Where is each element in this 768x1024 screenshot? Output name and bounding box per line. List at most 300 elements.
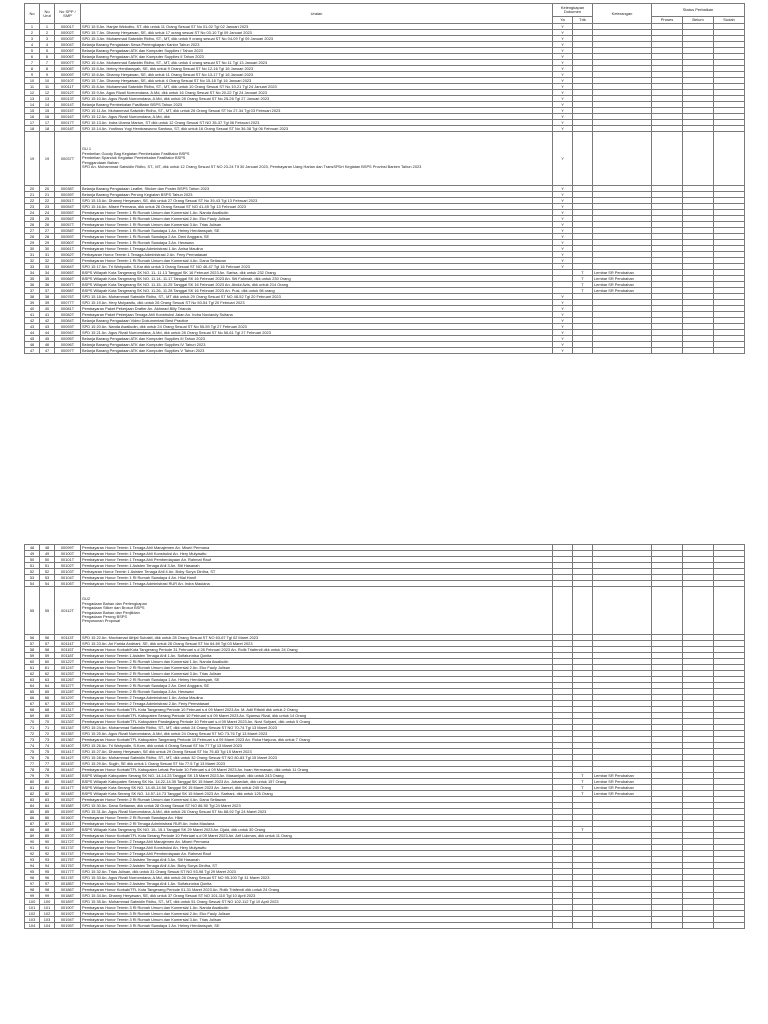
cell-no-spp: 00152T	[55, 797, 81, 803]
cell-no-spp: 00113T	[55, 635, 81, 641]
cell-no: 66	[25, 695, 40, 701]
cell-no-spp: 00129T	[55, 695, 81, 701]
cell-no-urut: 36	[40, 282, 55, 288]
cell-no-urut: 55	[40, 587, 55, 635]
cell-ya: Y	[553, 126, 573, 132]
cell-uraian: BSPS Wilayah Kabupaten Serang SK No. 14.22-14.39 Tanggal SK 15 Maret 2023 An. Jubaedah, dkk untuk 157 Orang	[81, 779, 553, 785]
cell-no-urut: 39	[40, 300, 55, 306]
cell-tdk: T	[573, 288, 593, 294]
cell-ya: Y	[553, 348, 573, 354]
cell-no-spp: 00066T	[55, 276, 81, 282]
cell-ya: Y	[553, 294, 573, 300]
cell-no-spp: 00143T	[55, 761, 81, 767]
cell-no-urut: 52	[40, 569, 55, 575]
cell-no-spp: 00062T	[55, 252, 81, 258]
cell-no-urut: 4	[40, 42, 55, 48]
cell-tdk: T	[573, 282, 593, 288]
cell-no: 12	[25, 90, 40, 96]
cell-no-urut: 15	[40, 108, 55, 114]
cell-no-spp: 00140T	[55, 743, 81, 749]
cell-keterangan	[593, 587, 652, 635]
cell-no-spp: 00125T	[55, 671, 81, 677]
cell-no-spp: 00159T	[55, 809, 81, 815]
cell-uraian: SPD 15 11 An. Muhammad Satwidin Ridho, ST., MT, dkk untuk 26 Orang Sesuai ST No 27-34 Tgl 03 Februari 2023	[81, 108, 553, 114]
header-ya: Ya	[553, 17, 573, 24]
cell-uraian: SPD 15 25 An. Agus Rizali Nurromdana, A.Md, dkk untuk 24 Orang Sesuai ST NO 73-76 Tgl 13 Maret 2023	[81, 731, 553, 737]
cell-no: 44	[25, 330, 40, 336]
cell-no-urut: 44	[40, 330, 55, 336]
cell-no-urut: 102	[40, 911, 55, 917]
cell-no-spp: 00099T	[55, 545, 81, 551]
cell-keterangan: Lembar SR Perubahan	[593, 276, 652, 282]
cell-no-urut: 38	[40, 294, 55, 300]
cell-keterangan	[593, 132, 652, 186]
cell-uraian: BSPS Wilayah Kota Tangerang SK NO. 15- 15.1 Tanggal SK 29 Maret 2023 An. Djaid, dkk untuk 30 Orang	[81, 827, 553, 833]
cell-ya: Y	[553, 108, 573, 114]
cell-uraian: SPD 15 33 An. Agus Rizali Nurromdana, A.Md, dkk untuk 28 Orang Sesuai ST NO 95-100 Tgl 31 Maret 2023	[81, 875, 553, 881]
cell-uraian: Pembayaran Honor Termin 1 Tenaga Administrasi RUR An. Indra Maulana	[81, 581, 553, 587]
cell-no-spp: 00142T	[55, 755, 81, 761]
cell-no-urut: 31	[40, 252, 55, 258]
cell-no-urut: 62	[40, 671, 55, 677]
cell-uraian: Pembayaran Honor Termin 2 Tenaga Ahli Manajemen An. Miseri Permana	[81, 839, 553, 845]
cell-no-urut: 14	[40, 102, 55, 108]
cell-no-spp: 00077T	[55, 300, 81, 306]
cell-no: 21	[25, 192, 40, 198]
cell-uraian: SPD 15 7 An. Dhanny Heryawan, SE, dkk untuk 17 orang sesuai ST No 03-10 Tgl 09 Januari 2023	[81, 30, 553, 36]
cell-no: 49	[25, 551, 40, 557]
cell-tdk	[573, 132, 593, 186]
cell-belum	[683, 587, 714, 635]
cell-tdk: T	[573, 785, 593, 791]
cell-uraian: Pembayaran Honor Termin 1 Tenaga Administrasi 1 An. Anisa Maulina	[81, 246, 553, 252]
table-row	[25, 923, 745, 929]
cell-no-spp: 00037T	[55, 132, 81, 186]
cell-uraian: Pembayaran Honor Termin 2 Tenaga Ahli Pemberdayaan An. Rahmat Rauf	[81, 851, 553, 857]
cell-no: 58	[25, 647, 40, 653]
cell-uraian: Pembayaran Honor Korkab/TFL Kabupaten Lebak Periode 10 Februari s.d 09 Maret 2023 An. Iwan Hermawan, dkk untuk 11 Orang	[81, 767, 553, 773]
cell-no-urut: 95	[40, 869, 55, 875]
cell-ya: Y	[553, 210, 573, 216]
cell-no: 77	[25, 761, 40, 767]
cell-no: 69	[25, 713, 40, 719]
table-row	[25, 132, 745, 186]
cell-tdk	[573, 923, 593, 929]
cell-uraian: SPD 15 6 An. Dhanny Heryawan, SE, dkk untuk 11 Orang Sesuai ST No 13-17 Tgl 16 Januari 2023	[81, 72, 553, 78]
cell-no-spp: 00059T	[55, 234, 81, 240]
cell-uraian: SPD 15 18 An. Muhammad Satwidin Ridho, ST., MT dkk untuk 29 Orang Sesuai ST NO 48-52 Tgl 20 Februari 2023	[81, 294, 553, 300]
cell-uraian: SPD 15 10 An. Agus Rizali Nurromdana, A.Md, dkk untuk 28 Orang Sesuai ST No 25-26 Tgl 27 Januari 2023	[81, 96, 553, 102]
cell-belum	[683, 132, 714, 186]
cell-uraian: SPD 15 34 An. Dhanny Heryawan, SE, dkk untuk 37 Orang Sesuai ST NO 101-110 Tgl 10 April 2023	[81, 893, 553, 899]
cell-no-spp: 00005T	[55, 48, 81, 54]
cell-no-urut: 37	[40, 288, 55, 294]
cell-no-urut: 91	[40, 845, 55, 851]
cell-ya: Y	[553, 264, 573, 270]
cell-uraian: BSPS Wilayah Kota Tangerang SK NO. 11.14- 11.17 Tanggal SK 16 Februari 2023 An. Siti Fatimah, dkk untuk 230 Orang	[81, 276, 553, 282]
cell-uraian: Pembayaran Honor Termin 1 Tenaga Ahli Konstruksi An. Hery Mulyawitu	[81, 551, 553, 557]
cell-uraian: Pembayaran Honor Termin 1 Ri Rumah Swadaya 1 An. Helmy Herdiansyah, SE	[81, 228, 553, 234]
cell-uraian: SPD 15 9 An. Agus Rizali Nurromdana, A.Md, dkk untuk 16 Orang Sesuai ST No 20-22 Tgl 24 Januari 2023	[81, 90, 553, 96]
cell-no-spp: 00018T	[55, 126, 81, 132]
cell-no-urut: 47	[40, 348, 55, 354]
cell-ya: Y	[553, 54, 573, 60]
cell-no-spp: 00051T	[55, 198, 81, 204]
cell-uraian: Pembayaran Honor Termin 1 Ri Rumah Umum dan Komersial 1 An. Nanda Awalludin	[81, 210, 553, 216]
cell-ya: Y	[553, 36, 573, 42]
cell-ya: Y	[553, 300, 573, 306]
cell-no-spp: 00147T	[55, 785, 81, 791]
cell-no-urut: 77	[40, 761, 55, 767]
cell-ya: Y	[553, 132, 573, 186]
cell-uraian: BSPS Wilayah Kota Serang SK NO. 14.40-14.56 Tanggal SK 15 Maret 2023 An. Jamuri, dkk untuk 249 Orang	[81, 785, 553, 791]
cell-ya: Y	[553, 186, 573, 192]
cell-no: 92	[25, 851, 40, 857]
cell-no-urut: 98	[40, 887, 55, 893]
cell-no-urut: 50	[40, 557, 55, 563]
cell-no-spp: 00056T	[55, 216, 81, 222]
cell-no-spp: 00006T	[55, 54, 81, 60]
cell-no-urut: 7	[40, 60, 55, 66]
cell-no-spp: 00104T	[55, 575, 81, 581]
cell-no: 96	[25, 875, 40, 881]
cell-no-spp: 00013T	[55, 96, 81, 102]
cell-no: 10	[25, 78, 40, 84]
cell-ya: Y	[553, 216, 573, 222]
cell-no-urut: 9	[40, 72, 55, 78]
cell-no-spp: 00101T	[55, 557, 81, 563]
cell-tdk	[573, 348, 593, 354]
cell-no-urut: 65	[40, 689, 55, 695]
cell-no: 13	[25, 96, 40, 102]
cell-no-urut: 11	[40, 84, 55, 90]
cell-no-urut: 104	[40, 923, 55, 929]
cell-uraian: SPD 15 7 An. Dhanny Heryawan, SE, dkk untuk 4 Orang Sesuai ST No 15-18 Tgl 16 Januari 2023	[81, 78, 553, 84]
cell-ya: Y	[553, 102, 573, 108]
cell-no-spp: 00122T	[55, 659, 81, 665]
cell-no-spp: 00115T	[55, 647, 81, 653]
cell-no-urut: 51	[40, 563, 55, 569]
cell-no: 100	[25, 899, 40, 905]
header-belum: Belum	[683, 17, 714, 24]
cell-no: 95	[25, 869, 40, 875]
cell-no: 40	[25, 306, 40, 312]
cell-no: 14	[25, 102, 40, 108]
cell-no-spp: 00060T	[55, 240, 81, 246]
cell-no-urut: 80	[40, 779, 55, 785]
cell-keterangan: Lembar SR Perubahan	[593, 773, 652, 779]
cell-no-spp: 00175T	[55, 857, 81, 863]
cell-no: 39	[25, 300, 40, 306]
cell-no-spp: 00194T	[55, 917, 81, 923]
cell-no-spp: 00011T	[55, 84, 81, 90]
cell-uraian: Pembayaran Honor Termin 2 Ri Rumah Swadaya 3 An. Herawan	[81, 689, 553, 695]
cell-sudah	[714, 132, 745, 186]
cell-uraian: SPD 15 22 An. Mochamad Afrijal Subakti, dkk untuk 28 Orang Sesuai ST NO 63-67 Tgl 02 Maret 2023	[81, 635, 553, 641]
cell-ya: Y	[553, 330, 573, 336]
cell-no-spp: 00093T	[55, 324, 81, 330]
cell-no-spp: 00118T	[55, 653, 81, 659]
cell-proses	[652, 587, 683, 635]
cell-no-spp: 00067T	[55, 282, 81, 288]
cell-no-spp: 00132T	[55, 713, 81, 719]
cell-uraian: Pembayaran Honor Termin 2 Ri Rumah Swadaya 1 An. Helmy Herdiansyah, SE	[81, 677, 553, 683]
cell-no: 20	[25, 186, 40, 192]
cell-uraian: Perbayaran Honor Termin 1 Tenaga Administrasi 2 An. Feny Permatasari	[81, 252, 553, 258]
cell-ya: Y	[553, 24, 573, 30]
cell-no-spp: 00170T	[55, 833, 81, 839]
cell-uraian: Belanja Barang Pembekalan Fasilitator BSPS Tahun 2023	[81, 102, 553, 108]
cell-no: 42	[25, 318, 40, 324]
cell-uraian: SPD 15 5 An. Helmy Herdiansyah, SE, dkk untuk 9 Orang Sesuai ST No 12-16 Tgl 16 Januari 2023	[81, 66, 553, 72]
cell-uraian: SPD 15 12 An. Agus Rizali Nurromdana, A.Md, dkk	[81, 114, 553, 120]
cell-no: 27	[25, 228, 40, 234]
cell-tdk: T	[573, 276, 593, 282]
cell-no: 3	[25, 36, 40, 42]
cell-no-urut: 29	[40, 240, 55, 246]
cell-no-spp: 00068T	[55, 288, 81, 294]
cell-uraian: Pembayaran Honor Termin 3 Ri Rumah Umum dan Komersial 3 An. Trias Julisan	[81, 917, 553, 923]
cell-no-urut: 20	[40, 186, 55, 192]
cell-no: 63	[25, 677, 40, 683]
cell-uraian: GU 1 Pembelian Goody Bag Kegiatan Pembekalan Fasilitator BSPS Pembelian Spanduk Kegiatan Pembekalan Fasilitator BSPS Penggandaan Bahan SPD An. Muhammad Satwidin Ridho, ST., MT, dkk untuk 12 Orang Sesuai ST NO 23-24 Tlt 30 Januari 2023, Pembayaran Uang Harian dan TransSPDrt Kegiatan BSPS Provinsi Banten Tahun 2023	[81, 132, 553, 186]
cell-sudah	[714, 587, 745, 635]
cell-no-urut: 99	[40, 893, 55, 899]
cell-no: 57	[25, 641, 40, 647]
cell-uraian: SPD 15 15 An. Dhanny Heryawan, SE, dkk untuk 27 Orang Sesuai ST No 39-43 Tgl 13 Februari 2023	[81, 198, 553, 204]
cell-no: 32	[25, 258, 40, 264]
cell-uraian: SPD 15 32 An. Trias Julisan, dkk untuk 31 Orang Sesuai ST NO 93-98 Tgl 29 Maret 2023	[81, 869, 553, 875]
cell-no: 8	[25, 66, 40, 72]
cell-no-spp: 00174T	[55, 851, 81, 857]
cell-no: 88	[25, 827, 40, 833]
cell-no-spp: 00186T	[55, 887, 81, 893]
cell-no-urut: 48	[40, 545, 55, 551]
cell-no-urut: 101	[40, 905, 55, 911]
cell-no: 7	[25, 60, 40, 66]
cell-uraian: SPD 15 4 An. Muhammad Satwidin Ridho, ST., MT, dkk untuk 4 orang sesuai ST No 11 Tgl 13 Januari 2023	[81, 60, 553, 66]
cell-no-urut: 54	[40, 581, 55, 587]
cell-no-spp: 00178T	[55, 875, 81, 881]
cell-tdk: T	[573, 779, 593, 785]
cell-uraian: Pembayaran Honor Termin 2 Ri Rumah Umum dan Komersial 3 An. Trias Julisan	[81, 671, 553, 677]
cell-no-spp: 00128T	[55, 689, 81, 695]
cell-no-spp: 00130T	[55, 701, 81, 707]
cell-no-urut: 90	[40, 839, 55, 845]
cell-no-spp: 00102T	[55, 563, 81, 569]
cell-uraian: Pembayaran Honor Termin 2 Ri Rumah Swadaya 2 An. Deni Anggara, SE	[81, 683, 553, 689]
cell-no: 53	[25, 575, 40, 581]
cell-no: 56	[25, 635, 40, 641]
cell-uraian: Belanja Barang Pengadaan Sewa Perlengkapan Kantor Tahun 2023	[81, 42, 553, 48]
cell-no-spp: 00185T	[55, 881, 81, 887]
register-table-page-2	[24, 544, 745, 929]
cell-no: 45	[25, 336, 40, 342]
header-tdk: Tdk	[573, 17, 593, 24]
cell-no: 55	[25, 587, 40, 635]
cell-uraian: Belanja Barang Pengadaan ATK dan Komputer Supplies V Tahun 2023	[81, 348, 553, 354]
cell-no-urut: 78	[40, 767, 55, 773]
cell-no-spp: 00014T	[55, 102, 81, 108]
cell-no: 61	[25, 665, 40, 671]
cell-no-urut: 79	[40, 773, 55, 779]
cell-ya: Y	[553, 120, 573, 126]
cell-uraian: Pembayaran Honor Termin 2 Asisten Tenaga Ahli 4 An. Boby Surya Dirdha, ST	[81, 863, 553, 869]
cell-uraian: SPD 15 16 An. Miseri Permana, dkk untuk 26 Orang Sesuai ST NO 41-45 Tgl 13 Februari 2023	[81, 204, 553, 210]
cell-no: 51	[25, 563, 40, 569]
cell-no: 82	[25, 791, 40, 797]
cell-no: 28	[25, 234, 40, 240]
cell-uraian: Pembayaran Honor Termin 2 Tenaga Administrasi 2 An. Feny Permatasari	[81, 701, 553, 707]
cell-no-urut: 69	[40, 713, 55, 719]
cell-uraian: Pembayaran Honor Termin 1 Ri Rumah Umum dan Komersial 3 An. Trias Julisan	[81, 222, 553, 228]
cell-no: 103	[25, 917, 40, 923]
cell-no: 11	[25, 84, 40, 90]
header-uraian: Uraian	[81, 4, 553, 24]
cell-ya: Y	[553, 306, 573, 312]
cell-no-urut: 53	[40, 575, 55, 581]
cell-keterangan: Lembar SR Perubahan	[593, 288, 652, 294]
cell-no: 9	[25, 72, 40, 78]
header-sudah: Sudah	[714, 17, 745, 24]
cell-no-urut: 32	[40, 258, 55, 264]
cell-uraian: Pembayaran Honor Korkab/TFL Kota Serang Periode 10 Februari s.d 09 Maret 2023 An. Arif Lukman, dkk untuk 11 Orang	[81, 833, 553, 839]
cell-no-urut: 82	[40, 791, 55, 797]
cell-uraian: BSPS Wilayah Kabupaten Serang SK NO. 14-14.23 Tanggal SK 15 Maret 2023 An. Masaniyah, dkk untuk 243 Orang	[81, 773, 553, 779]
cell-no-spp: 00145T	[55, 773, 81, 779]
cell-no: 24	[25, 210, 40, 216]
cell-no-urut: 64	[40, 683, 55, 689]
cell-no-urut: 56	[40, 635, 55, 641]
cell-no: 54	[25, 581, 40, 587]
cell-no-spp: 00134T	[55, 725, 81, 731]
cell-no: 4	[25, 42, 40, 48]
cell-uraian: SPD 15 13 An. Indra Utama Martun, ST dkk untuk 12 Orang Sesuai ST NO 35-37 Tgl 06 Februari 2023	[81, 120, 553, 126]
cell-no-spp: 00001T	[55, 24, 81, 30]
cell-ya: Y	[553, 96, 573, 102]
cell-ya: Y	[553, 252, 573, 258]
cell-no: 2	[25, 30, 40, 36]
cell-uraian: Belanja Barang Pengadaan Video Dokumentasi Best Practice	[81, 318, 553, 324]
cell-no: 68	[25, 707, 40, 713]
cell-uraian: Pembayaran Honor Termin 2 Ri Rumah Umum dan Komersial 4 An. Dana Setiawan	[81, 797, 553, 803]
cell-uraian: SPD 15 27 An. Dhanny Heryawan, SE dkk untuk 29 Orang Sesuai ST No 79-83 Tgl 15 Maret 2023	[81, 749, 553, 755]
cell-no: 33	[25, 264, 40, 270]
cell-no-urut: 35	[40, 276, 55, 282]
cell-uraian: Pembayaran Honor Termin 3 Ri Rumah Swadaya 1 An. Helmy Herdiansyah, SE	[81, 923, 553, 929]
cell-no-spp: 00135T	[55, 731, 81, 737]
cell-keterangan	[593, 923, 652, 929]
cell-no-spp: 00012T	[55, 90, 81, 96]
cell-ya: Y	[553, 324, 573, 330]
cell-tdk: T	[573, 791, 593, 797]
cell-proses	[652, 348, 683, 354]
cell-no: 101	[25, 905, 40, 911]
cell-no-urut: 19	[40, 132, 55, 186]
cell-no-spp: 00169T	[55, 827, 81, 833]
cell-ya: Y	[553, 198, 573, 204]
cell-keterangan: Lembar SR Perubahan	[593, 779, 652, 785]
cell-no-urut: 42	[40, 318, 55, 324]
cell-no: 38	[25, 294, 40, 300]
cell-uraian: SPD 15 8 An. Muhammad Satwidin Ridho, ST., MT, dkk untuk 10 Orang Sesuai ST No 19-21 Tgl 24 Januari 2023	[81, 84, 553, 90]
cell-no-spp: 00195T	[55, 923, 81, 929]
cell-no: 52	[25, 569, 40, 575]
cell-ya: Y	[553, 342, 573, 348]
cell-no: 26	[25, 222, 40, 228]
cell-no-urut: 66	[40, 695, 55, 701]
cell-no-spp: 00097T	[55, 348, 81, 354]
cell-no-spp: 00061T	[55, 246, 81, 252]
cell-no: 1	[25, 24, 40, 30]
cell-uraian: Pembayaran Honor Termin 2 Ri Rumah Umum dan Komersial 1 An. Nanda Awalludin	[81, 659, 553, 665]
cell-no-urut: 43	[40, 324, 55, 330]
cell-ya: Y	[553, 48, 573, 54]
cell-uraian: Pembayaran Honor Termin 2 Asisten Tenaga Ahli 1 An. Sofiatunnisa Qonita	[81, 881, 553, 887]
cell-keterangan: Lembar SR Perubahan	[593, 791, 652, 797]
cell-no-spp: 00081T	[55, 306, 81, 312]
cell-no-urut: 92	[40, 851, 55, 857]
cell-uraian: Belanja Barang Pengadaan ATK dan Komputer Supplies II Tahun 2023	[81, 54, 553, 60]
cell-uraian: Pembayaran Honor Termin 3 Ri Rumah Umum dan Komersial 2 An. Eko Fauly Julisan	[81, 911, 553, 917]
cell-no-urut: 97	[40, 881, 55, 887]
cell-no-urut: 6	[40, 54, 55, 60]
cell-uraian: Pembayaran Honor Termin 1 Tenaga Ahli Pemberdayaan An. Rahmat Rauf	[81, 557, 553, 563]
cell-ya: Y	[553, 66, 573, 72]
cell-no: 73	[25, 737, 40, 743]
cell-uraian: BSPS Wilayah Kota Tangerang SK NO. 11- 11.13 Tanggal SK 16 Februari 2023 An. Sarisa, dkk untuk 232 Orang	[81, 270, 553, 276]
header-no-urut: No Urut	[40, 4, 55, 24]
cell-no: 34	[25, 270, 40, 276]
header-kelengkapan: Kelengkapan Dokumen	[553, 4, 593, 17]
cell-no-urut: 70	[40, 719, 55, 725]
cell-uraian: SPD 15 5 An. Hanjar Widodho, ST. dkk untuk 11 Orang Sesuai ST No 01-02 Tgl 02 Januari 2023	[81, 24, 553, 30]
cell-no-urut: 72	[40, 731, 55, 737]
cell-uraian: Pembayaran Honor Korkab/TFL Kabupaten Pandeglang Periode 10 Februari s.d 09 Maret 2023 An. Novi Sofyani, dkk untuk 5 Orang	[81, 719, 553, 725]
cell-uraian: SPD 15 30 An. Dana Setiawan, dkk untuk 28 Orang Sesuai ST NO 86-90 Tgl 24 Maret 2023	[81, 803, 553, 809]
cell-ya: Y	[553, 42, 573, 48]
cell-no-urut: 23	[40, 204, 55, 210]
cell-no: 71	[25, 725, 40, 731]
cell-ya: Y	[553, 240, 573, 246]
cell-no-urut: 17	[40, 120, 55, 126]
cell-uraian: SPD 15 17 An. Tri Wahyudin, S.Kar dkk untuk 3 Orang Sesuai ST NO 46-47 Tgl 16 Februari 2023	[81, 264, 553, 270]
cell-no-spp: 00127T	[55, 683, 81, 689]
cell-uraian: SPD 15 19 An. Hery Mulyawitu, dkk untuk 26 Orang Sesuai ST No 50-54 Tgl 20 Februari 2023	[81, 300, 553, 306]
cell-no-spp: 00084T	[55, 318, 81, 324]
cell-no: 22	[25, 198, 40, 204]
cell-no: 59	[25, 653, 40, 659]
cell-uraian: SPD 15 26 An. Tri Wahyudin, S.Kom, dkk untuk 4 Orang Sesuai ST No 77 Tgl 13 Maret 2023	[81, 743, 553, 749]
cell-no-spp: 00103T	[55, 569, 81, 575]
cell-no-urut: 16	[40, 114, 55, 120]
cell-no-spp: 00055T	[55, 210, 81, 216]
cell-ya: Y	[553, 72, 573, 78]
cell-no: 43	[25, 324, 40, 330]
cell-no-urut: 27	[40, 228, 55, 234]
cell-uraian: Pembayaran Honor Termin 2 Tenaga Administrasi 1 An. Anisa Maulina	[81, 695, 553, 701]
cell-no-urut: 10	[40, 78, 55, 84]
cell-no: 25	[25, 216, 40, 222]
cell-ya: Y	[553, 114, 573, 120]
cell-no-urut: 60	[40, 659, 55, 665]
cell-no-spp: 00189T	[55, 899, 81, 905]
cell-no-urut: 63	[40, 677, 55, 683]
cell-uraian: Belanja Barang Pengadaan Perong Kegiatan BSPS Tahun 2023	[81, 192, 553, 198]
cell-uraian: Pembayaran Honor Termin 1 Ri Rumah Swadaya 4 An. Hilal Hanif	[81, 575, 553, 581]
cell-no: 75	[25, 749, 40, 755]
cell-no-urut: 84	[40, 803, 55, 809]
